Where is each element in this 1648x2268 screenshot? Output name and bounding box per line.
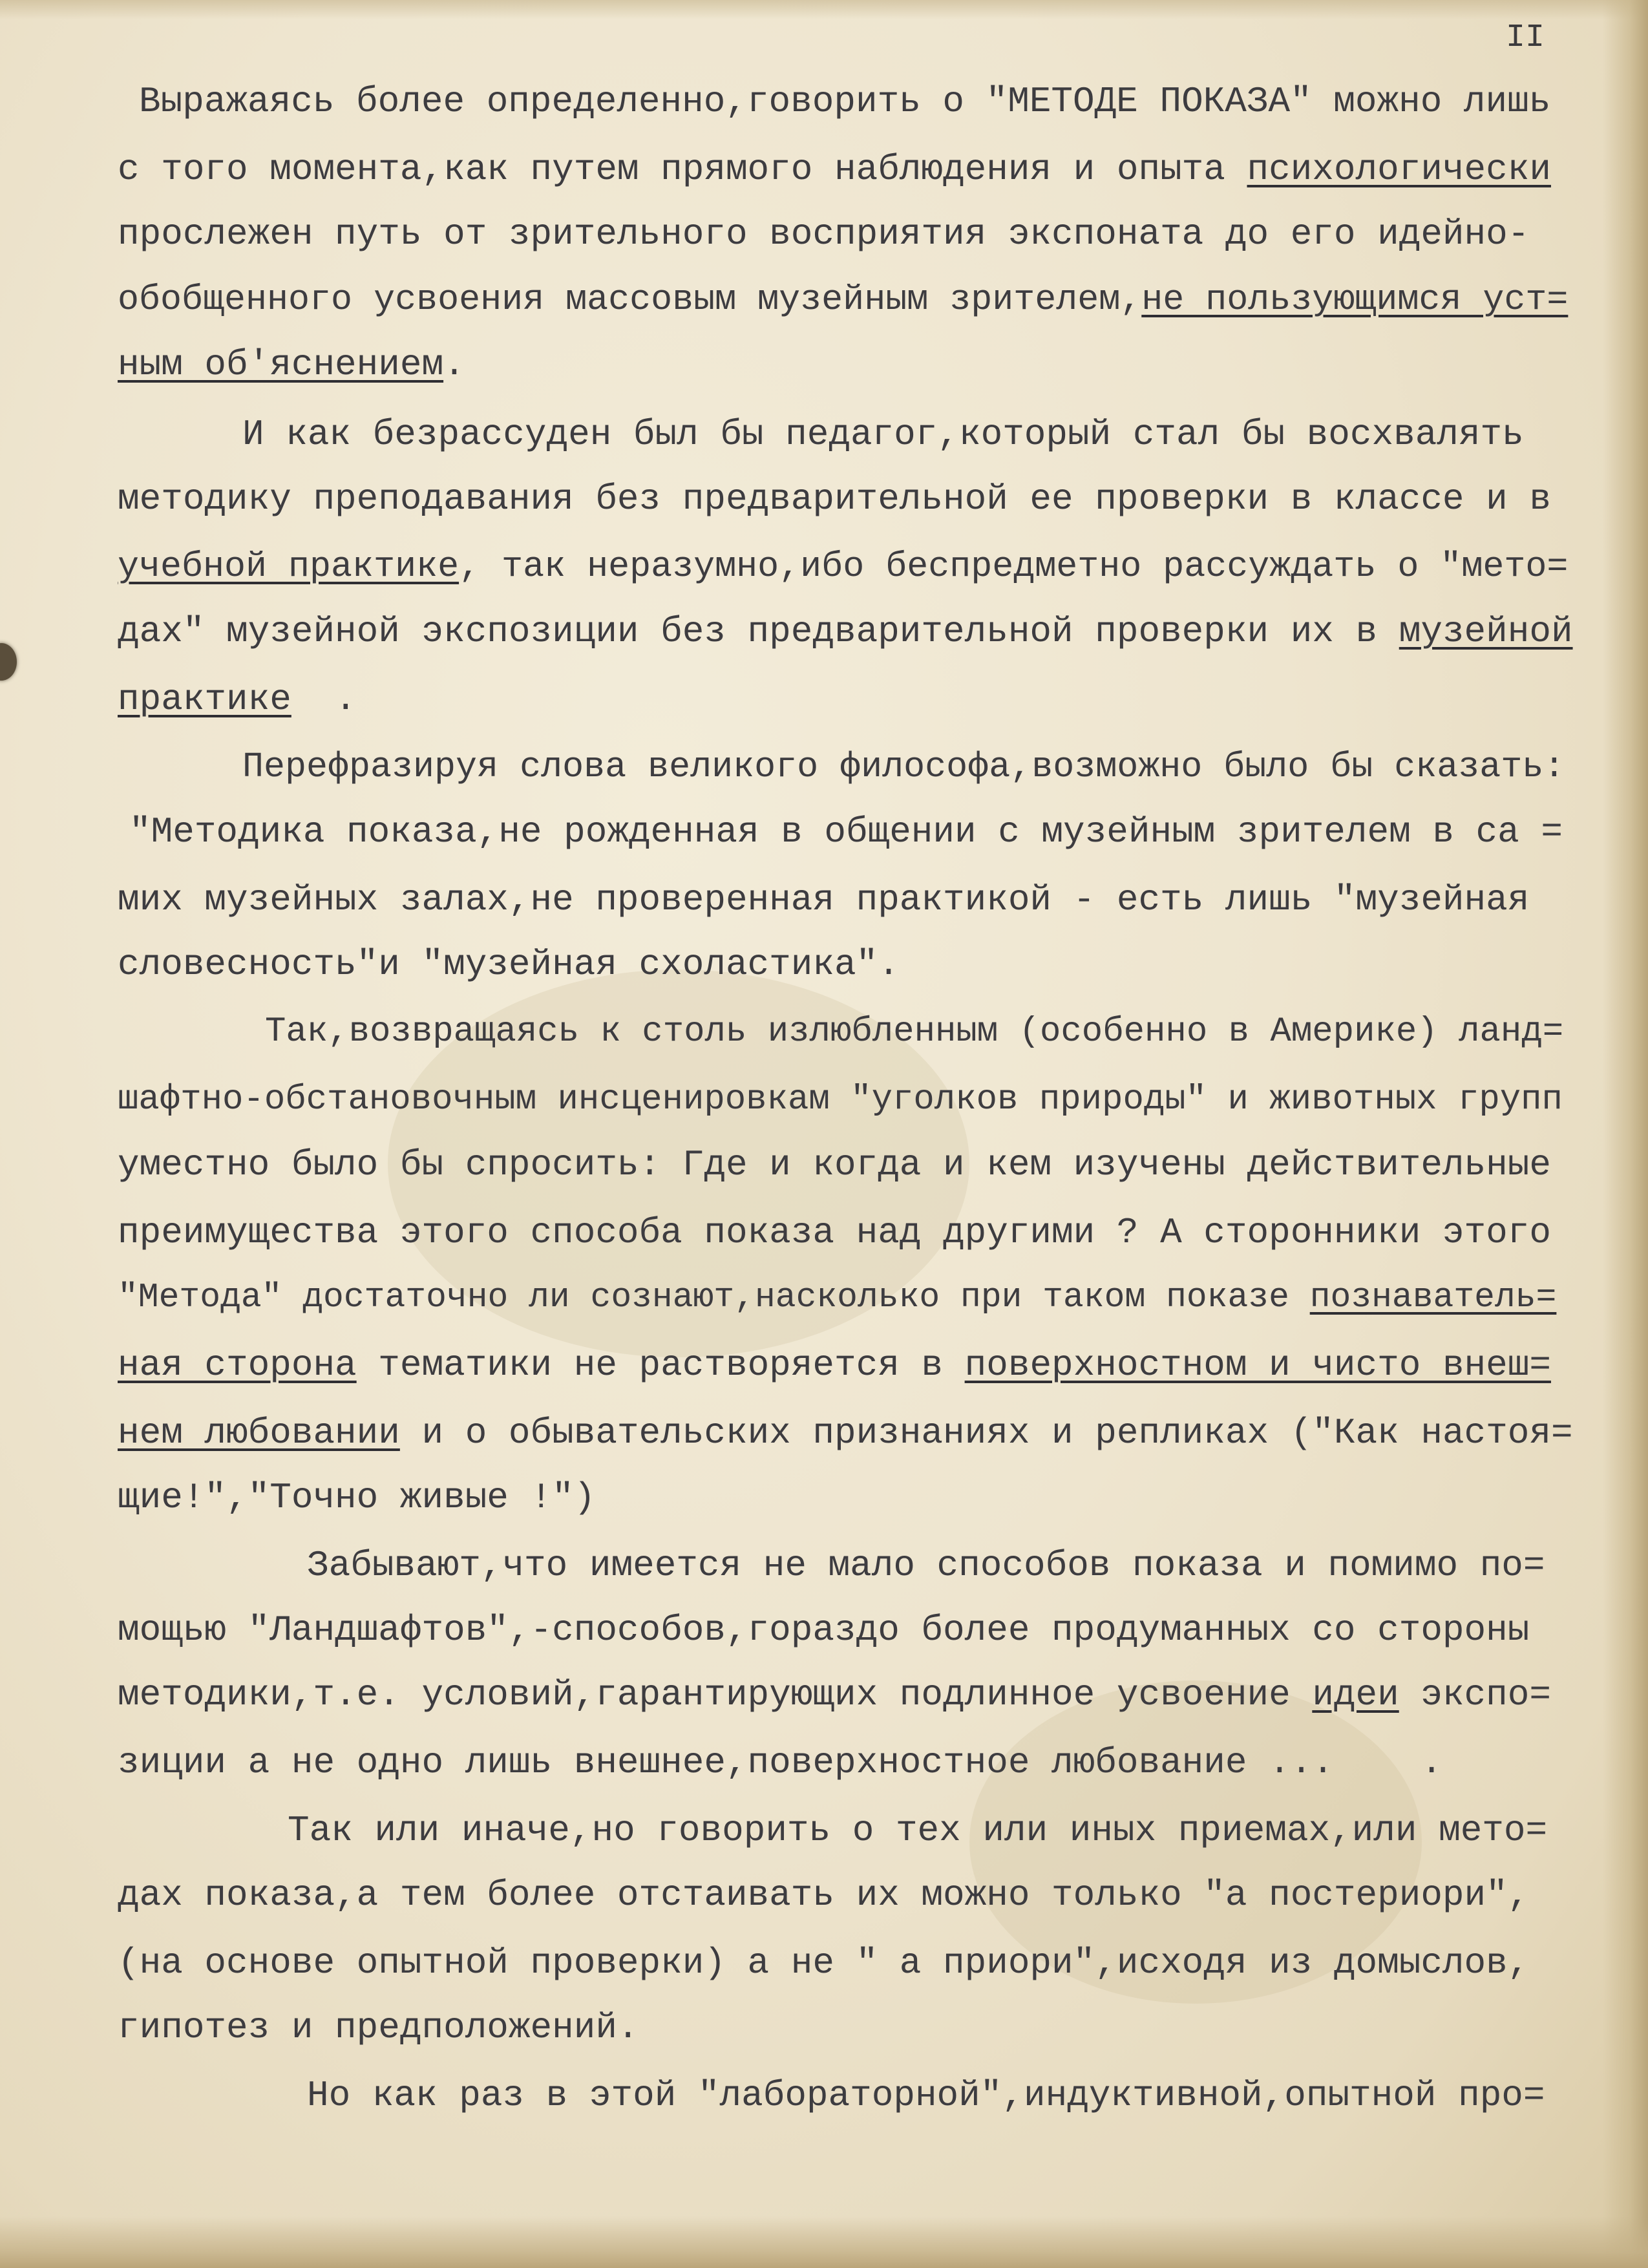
text-line (118, 1477, 595, 1518)
text-segment: . (443, 344, 465, 385)
text-segment: "Методика показа,не рожденная в общении с музейным зрителем в са = (129, 811, 1563, 853)
text-segment: , так неразумно,ибо беспредметно рассуждать о "мето= (459, 546, 1569, 587)
underlined-text: идеи (1312, 1674, 1399, 1715)
underlined-text: ная сторона (118, 1344, 357, 1386)
text-line (118, 344, 465, 385)
underlined-text: поверхностном и чисто внеш= (964, 1344, 1551, 1386)
text-line (118, 1874, 1529, 1916)
text-segment: и о обывательских признаниях и репликах ("Как настоя= (399, 1412, 1573, 1454)
punch-hole-icon (0, 643, 17, 681)
underlined-text: познаватель= (1309, 1278, 1557, 1317)
text-line (265, 1012, 1563, 1053)
underlined-text: практике (118, 679, 291, 720)
text-segment: дах" музейной экспозиции без предварительной проверки их в (118, 611, 1399, 652)
text-line (118, 611, 1573, 652)
text-segment: Забывают,что имеется не мало способов показа и помимо по= (307, 1545, 1545, 1586)
text-line (118, 1079, 1563, 1121)
text-segment: щие!","Точно живые !") (118, 1477, 596, 1518)
text-segment: зиции а не одно лишь внешнее,поверхностное любование ... . (118, 1742, 1442, 1783)
underlined-text: учебной практике (118, 546, 460, 587)
text-segment: шафтно-обстановочным инсценировкам "уголков природы" и животных групп (118, 1080, 1563, 1119)
text-line (118, 1144, 1551, 1185)
text-line (118, 546, 1568, 588)
text-segment: методику преподавания без предварительной ее проверки в классе и в (118, 478, 1551, 520)
text-segment: экспо= (1399, 1674, 1551, 1715)
text-line (139, 81, 1550, 122)
text-segment: словесность"и "музейная схоластика". (118, 944, 900, 985)
text-line (118, 478, 1551, 520)
text-line (118, 1942, 1529, 1984)
text-line (118, 2007, 639, 2048)
underlined-text: психологически (1247, 149, 1551, 190)
text-line (118, 879, 1529, 920)
text-line (118, 679, 357, 720)
text-segment: Так или иначе,но говорить о тех или иных приемах,или мето= (288, 1810, 1548, 1851)
text-line (118, 1412, 1573, 1454)
text-segment: тематики не растворяется в (356, 1344, 965, 1386)
text-segment: мощью "Ландшафтов",-способов,гораздо более продуманных со стороны (118, 1609, 1530, 1651)
text-line (288, 1810, 1547, 1851)
text-segment: Перефразируя слова великого философа,возможно было бы сказать: (242, 747, 1565, 787)
text-segment: обобщенного усвоения массовым музейным зрителем, (118, 279, 1142, 320)
text-segment: Выражаясь более определенно,говорить о "МЕТОДЕ ПОКАЗА" можно лишь (139, 81, 1551, 122)
text-line (118, 944, 900, 985)
text-segment: дах показа,а тем более отстаивать их можно только "а постериори", (118, 1874, 1530, 1916)
paper-right-edge (1603, 0, 1648, 2268)
text-line (307, 2075, 1545, 2116)
text-segment: уместно было бы спросить: Где и когда и кем изучены действительные (118, 1144, 1551, 1185)
underlined-text: ным об'яснением (118, 344, 444, 385)
text-line (118, 213, 1529, 255)
text-segment: прослежен путь от зрительного восприятия экспоната до его идейно- (118, 213, 1530, 255)
underlined-text: не пользующимся уст= (1141, 279, 1569, 320)
text-line (129, 811, 1563, 853)
text-segment: Так,возвращаясь к столь излюбленным (особенно в Америке) ланд= (265, 1012, 1564, 1052)
underlined-text: музейной (1399, 611, 1573, 652)
text-segment: . (291, 679, 357, 720)
text-segment: с того момента,как путем прямого наблюдения и опыта (118, 149, 1247, 190)
text-line (118, 149, 1551, 190)
paper-bottom-edge (0, 2216, 1648, 2268)
paper-top-edge (0, 0, 1648, 19)
text-line (242, 414, 1524, 455)
text-line (118, 279, 1568, 321)
text-line (307, 1545, 1545, 1586)
text-segment: (на основе опытной проверки) а не " а приори",исходя из домыслов, (118, 1942, 1530, 1984)
text-segment: мих музейных залах,не проверенная практикой - есть лишь "музейная (118, 879, 1530, 920)
text-segment: Но как раз в этой "лабораторной",индуктивной,опытной про= (307, 2075, 1545, 2116)
text-line (242, 747, 1565, 788)
text-line (118, 1742, 1442, 1783)
text-line (118, 1277, 1556, 1318)
text-segment: "Метода" достаточно ли сознают,насколько при таком показе (118, 1278, 1310, 1317)
text-segment: И как безрассуден был бы педагог,который стал бы восхвалять (242, 414, 1524, 455)
underlined-text: нем любовании (118, 1412, 400, 1454)
text-segment: методики,т.е. условий,гарантирующих подлинное усвоение (118, 1674, 1313, 1715)
text-line (118, 1674, 1551, 1715)
text-segment: преимущества этого способа показа над другими ? А сторонники этого (118, 1212, 1551, 1253)
text-segment: гипотез и предположений. (118, 2007, 639, 2048)
text-line (118, 1212, 1551, 1253)
text-line (118, 1609, 1529, 1651)
text-line (118, 1344, 1551, 1386)
page-number: II (1506, 19, 1545, 56)
